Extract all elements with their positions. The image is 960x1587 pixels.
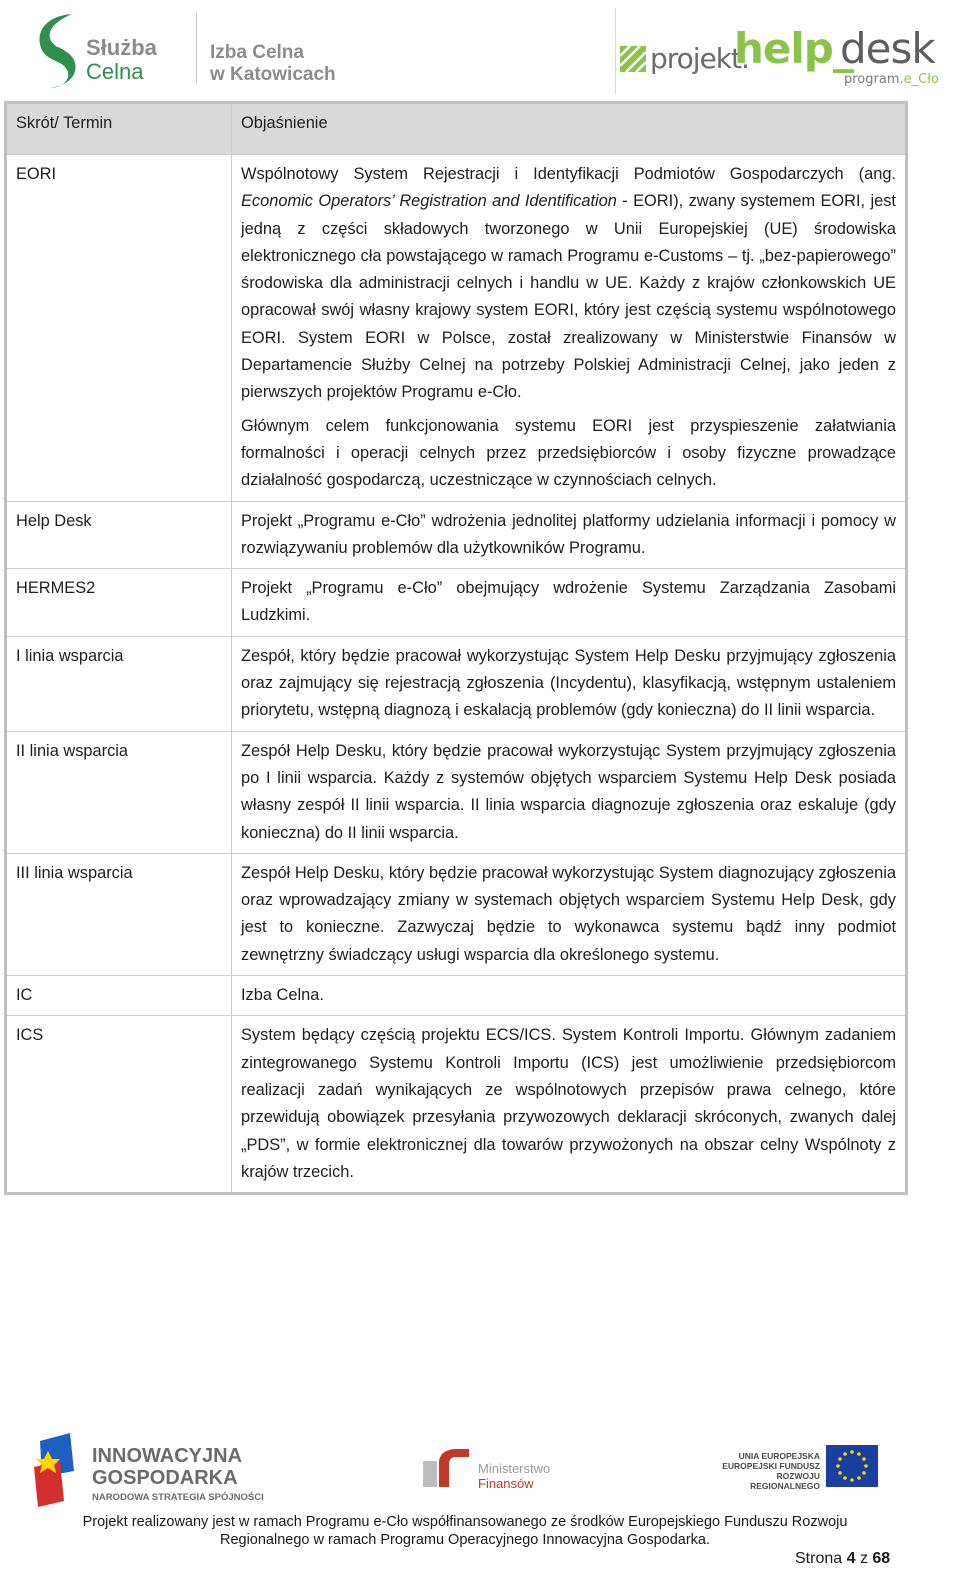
footer-logos [0,1425,960,1510]
glossary-table [4,101,908,1195]
logo-text-unia-europejska: UNIA EUROPEJSKA [738,1451,820,1461]
logo-text-help: help_ [734,24,853,73]
izba-celna-katowice-logo [210,42,336,86]
logo-text-e-clo: e_Cło [903,72,939,87]
logo-text-fundusz: EUROPEJSKI FUNDUSZ [722,1461,820,1471]
definition-cell: Zespół, który będzie pracował wykorzystując System Help Desku przyjmujący zgłoszenia oraz zajmujący się rejestracją zgłoszenia (Incydentu), klasyfikacją, wstępnym ustaleniem priorytetu, wstępną diagnozą i eskalacją problemów (gdy konieczna) do II linii wsparcia. [232,636,907,731]
definition-cell: Projekt „Programu e-Cło” obejmujący wdrożenie Systemu Zarządzania Zasobami Ludzkimi. [232,569,907,637]
logo-text-izba-celna: Izba Celna [210,42,304,63]
ministerstwo-finansow-emblem-icon [423,1447,469,1487]
logo-text-sluzba: Służba [86,35,157,60]
eu-flag-icon [826,1445,878,1487]
logo-text-rozwoju: ROZWOJU REGIONALNEGO [750,1471,820,1491]
innowacyjna-gospodarka-emblem-icon [30,1431,76,1509]
table-row [6,853,907,975]
footer-note-line: Regionalnego w ramach Programu Operacyjnego Innowacyjna Gospodarka. [219,1532,711,1548]
term-cell: III linia wsparcia [6,853,232,975]
logo-subtitle [844,72,939,87]
logo-text-katowice: w Katowicach [210,64,336,85]
definition-cell: Zespół Help Desku, który będzie pracował wykorzystując System diagnozujący zgłoszenia oraz wprowadzający zmiany w systemach objętych wsparciem Systemu Help Desk, gdy jest to konieczne. Zazwyczaj będzie to wykonawca systemu bądź inny podmiot zewnętrzny świadczący usługi wsparcia dla określonego systemu. [232,853,907,975]
ministerstwo-finansow-wordmark [478,1461,550,1491]
table-row [6,1016,907,1194]
logo-text-ministerstwo: Ministerstwo [478,1461,551,1476]
definition-cell: Projekt „Programu e-Cło” wdrożenia jednolitej platformy udzielania informacji i pomocy w rozwiązywaniu problemów dla użytkowników Programu. [232,501,907,569]
definition-cell: System będący częścią projektu ECS/ICS. System Kontroli Importu. Głównym zadaniem zintegrowanego Systemu Kontroli Importu (ICS) jest umożliwienie przedsiębiorcom realizacji zadań wynikających ze wspólnotowych przepisów prawa celnego, które przewidują obowiązek przesyłania przywozowych deklaracji skróconych, zwanych dalej „PDS”, w formie elektronicznej dla towarów przywożonych na obszar celny Wspólnoty z krajów trzecich. [232,1016,907,1194]
sluzba-celna-logo [28,10,203,90]
table-row [6,636,907,731]
sluzba-celna-emblem-icon [28,10,88,90]
logo-text-innowacyjna: INNOWACYJNA [92,1445,243,1467]
definition-paragraph [241,161,896,407]
term-cell: ICS [6,1016,232,1194]
page-separator: z [859,1550,868,1567]
table-row [6,501,907,569]
table-row [6,155,907,502]
page-total: 68 [872,1550,891,1567]
footer-funding-note [30,1513,900,1549]
term-cell: Help Desk [6,501,232,569]
definition-text-italic: Economic Operators’ Registration and Identification [241,192,617,211]
header-divider [196,12,197,84]
help-desk-logo [615,8,946,94]
page-header [0,0,960,100]
sluzba-celna-wordmark [86,36,157,84]
term-cell: IC [6,976,232,1016]
term-cell: HERMES2 [6,569,232,637]
definition-paragraph: Głównym celem funkcjonowania systemu EORI jest przyspieszenie załatwiania formalności i operacji celnych przez przedsiębiorców i osoby fizyczne prowadzące działalność gospodarczą, uczestniczące w czynnościach celnych. [241,416,896,490]
page-number [795,1550,890,1568]
logo-text-program: program. [844,72,904,87]
innowacyjna-gospodarka-wordmark [92,1445,242,1489]
definition-cell: Zespół Help Desku, który będzie pracował wykorzystując System przyjmujący zgłoszenia po I linii wsparcia. Każdy z systemów objętych wsparciem Systemu Help Desk posiada własny zespół II linii wsparcia. II linia wsparcia diagnozuje zgłoszenia oraz eskaluje (gdy konieczna) do II linii wsparcia. [232,731,907,853]
logo-text-desk: desk [840,24,935,73]
table-header-row [6,103,907,155]
definition-text: - EORI), zwany systemem EORI, jest jedną z części składowych tworzonego w Unii Europejskiej (UE) środowiska elektronicznego cła powstającego w ramach Programu e-Customs – tj. „bez-papierowego” środowiska dla administracji celnych i handlu w UE. Każdy z krajów członkowskich UE opracował swój własny krajowy system EORI, który jest częścią systemu wspólnotowego EORI. System EORI w Polsce, został zrealizowany w Ministerstwie Finansów w Departamencie Służby Celnej na potrzeby Polskiej Administracji Celnej, jako jeden z pierwszych projektów Programu e-Cło. [241,192,896,402]
term-cell: II linia wsparcia [6,731,232,853]
logo-text-gospodarka: GOSPODARKA [92,1467,238,1489]
definition-text: Wspólnotowy System Rejestracji i Identyfikacji Podmiotów Gospodarczych (ang. [241,165,896,183]
table-row [6,569,907,637]
term-cell: I linia wsparcia [6,636,232,731]
definition-cell: Izba Celna. [232,976,907,1016]
logo-text-celna: Celna [86,59,144,84]
definition-cell [232,155,907,502]
logo-text-finansow: Finansów [478,1476,534,1491]
term-cell: EORI [6,155,232,502]
logo-text-projekt: projekt. [650,42,749,75]
logo-text-strategia: NARODOWA STRATEGIA SPÓJNOŚCI [92,1492,264,1503]
column-header-definition: Objaśnienie [232,103,907,155]
footer-note-line: Projekt realizowany jest w ramach Programu e-Cło współfinansowanego ze środków Europejskiego Funduszu Rozwoju [82,1514,848,1530]
table-row [6,976,907,1016]
page-current: 4 [846,1550,856,1567]
eu-fund-wordmark [720,1451,820,1491]
table-row [6,731,907,853]
help-desk-stripes-icon [620,46,646,72]
column-header-term: Skrót/ Termin [6,103,232,155]
page-label: Strona [795,1550,843,1567]
